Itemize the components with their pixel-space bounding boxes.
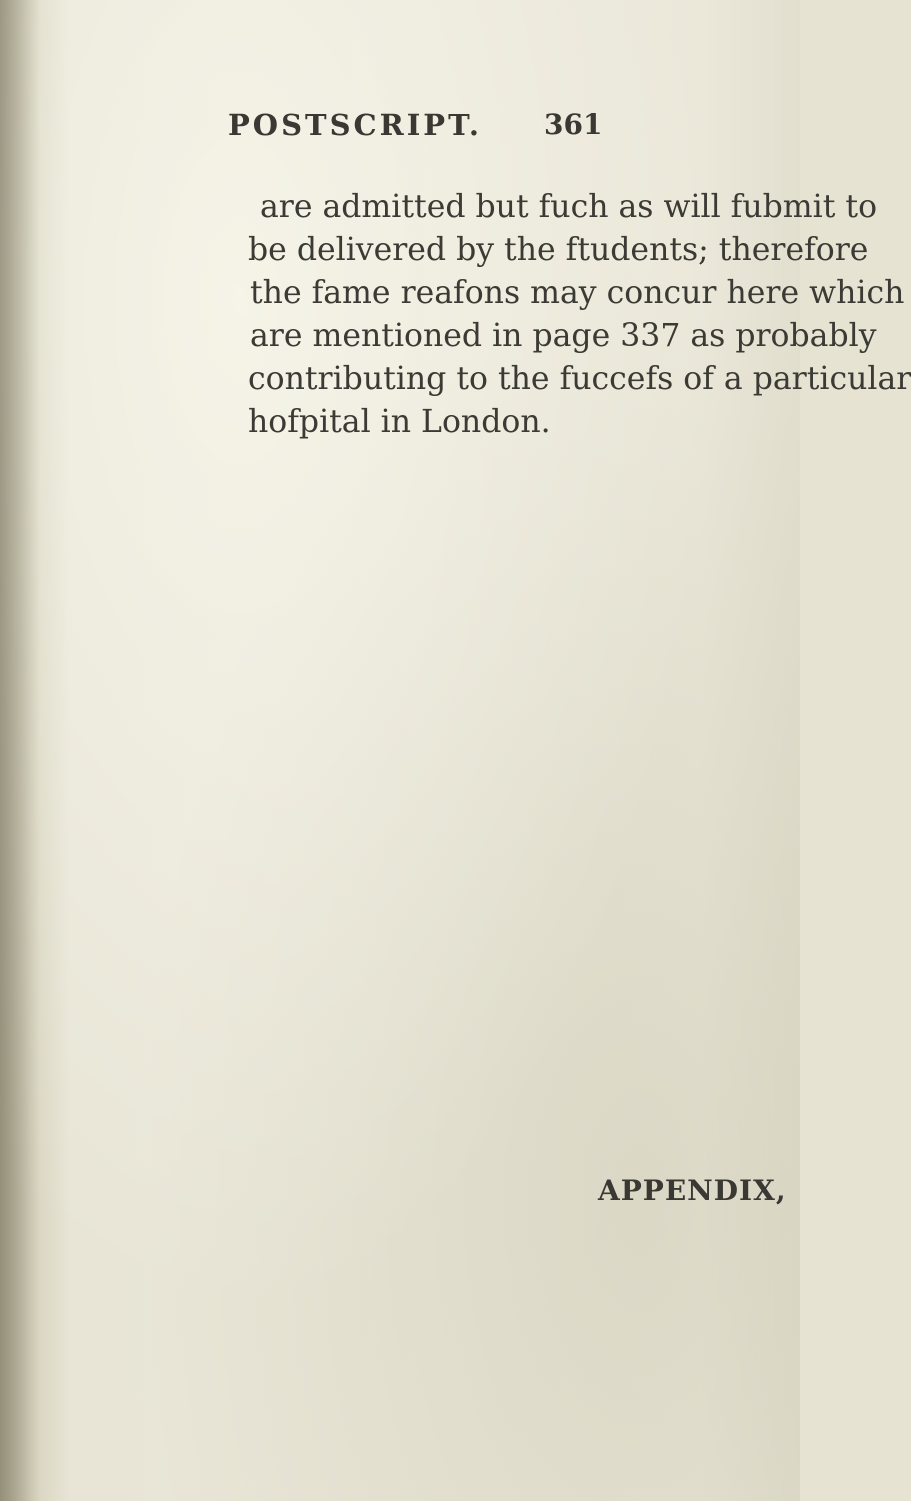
text-line: are mentioned in page 337 as probably (250, 318, 877, 354)
gutter-shadow (0, 0, 40, 1501)
text-line: the fame reafons may concur here which (250, 275, 905, 311)
bleed-through-text (150, 455, 790, 734)
page-number: 361 (544, 108, 603, 141)
text-line: are admitted but fuch as will fubmit to (260, 189, 878, 225)
body-paragraph (248, 186, 911, 444)
running-head: POSTSCRIPT. (228, 108, 483, 142)
page-header (228, 108, 748, 148)
text-line: contributing to the fuccefs of a particular (248, 361, 911, 397)
text-line: be delivered by the ftudents; therefore (248, 232, 869, 268)
text-line: hofpital in London. (248, 404, 551, 440)
catchword: APPENDIX, (598, 1174, 787, 1207)
